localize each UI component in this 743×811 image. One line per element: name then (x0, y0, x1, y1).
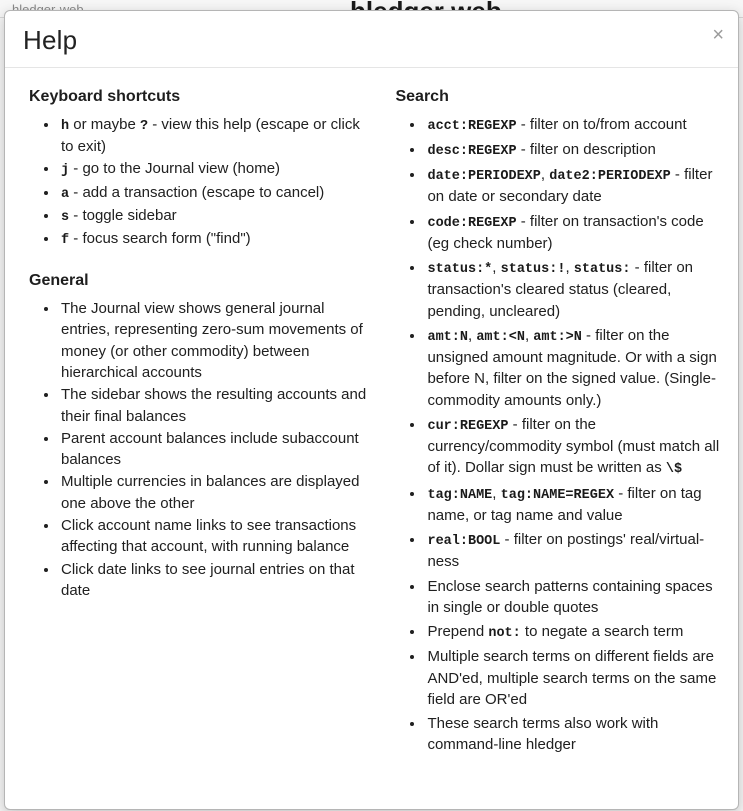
list-item: • tag:NAME, tag:NAME=REGEX - filter on tag name, or tag name and value (425, 483, 724, 526)
inline-code: ? (139, 119, 149, 134)
help-dialog-header (5, 11, 738, 68)
inline-code: tag:NAME (427, 487, 493, 503)
inline-code: a (61, 186, 70, 202)
inline-code: f (61, 232, 70, 248)
inline-code: amt:N (427, 329, 468, 345)
help-list (19, 114, 375, 250)
inline-code: code:REGEXP (427, 215, 517, 231)
inline-code: h (61, 119, 70, 134)
list-item: • acct:REGEXP - filter on to/from account (425, 114, 724, 136)
list-item: • date:PERIODEXP, date2:PERIODEXP - filter on date or secondary date (425, 164, 724, 207)
inline-code: tag:NAME=REGEX (500, 487, 615, 503)
help-list (19, 298, 375, 601)
help-section-heading: Keyboard shortcuts (29, 88, 181, 105)
inline-code: date:PERIODEXP (427, 169, 541, 185)
list-item: • Multiple search terms on different fields are AND'ed, multiple search terms on the same field are OR'ed (425, 646, 724, 710)
list-item: • j - go to the Journal view (home) (59, 158, 375, 180)
close-icon[interactable]: × (712, 24, 724, 46)
list-item: • The sidebar shows the resulting accounts and their final balances (59, 384, 375, 427)
list-item: • real:BOOL - filter on postings' real/virtual-ness (425, 529, 724, 572)
inline-code: date2:PERIODEXP (549, 169, 671, 185)
list-item: • Click account name links to see transactions affecting that account, with running balance (59, 515, 375, 558)
list-item: • desc:REGEXP - filter on description (425, 139, 724, 161)
help-left-column (19, 88, 385, 759)
list-item: • cur:REGEXP - filter on the currency/commodity symbol (must match all of it). Dollar sign must be written as \$ (425, 414, 724, 480)
list-item: • status:*, status:!, status: - filter on transaction's cleared status (cleared, pending, uncleared) (425, 257, 724, 322)
list-item: • amt:N, amt:<N, amt:>N - filter on the unsigned amount magnitude. Or with a sign before N, filter on the signed value. (Single-commodity amounts only.) (425, 325, 724, 411)
list-item: • s - toggle sidebar (59, 205, 375, 227)
inline-code: amt:>N (533, 329, 582, 345)
inline-code: real:BOOL (427, 534, 501, 550)
list-item: • f - focus search form ("find") (59, 228, 375, 250)
list-item: • Enclose search patterns containing spaces in single or double quotes (425, 576, 724, 619)
inline-code: desc:REGEXP (427, 144, 517, 160)
inline-code: amt:<N (476, 329, 525, 345)
help-dialog (4, 10, 739, 810)
help-list (385, 114, 724, 756)
inline-code: s (61, 209, 70, 225)
inline-code: cur:REGEXP (427, 419, 509, 435)
inline-code: acct:REGEXP (427, 119, 517, 134)
help-dialog-title: Help (23, 25, 78, 55)
list-item: • a - add a transaction (escape to cancel) (59, 182, 375, 204)
list-item: • code:REGEXP - filter on transaction's code (eg check number) (425, 211, 724, 254)
inline-code: \$ (665, 462, 683, 478)
inline-code: j (61, 163, 70, 179)
help-right-column (385, 88, 724, 759)
list-item: • h or maybe ? - view this help (escape or click to exit) (59, 114, 375, 157)
inline-code: status:* (427, 262, 493, 278)
inline-code: status:! (500, 262, 566, 278)
inline-code: not: (488, 626, 521, 642)
list-item: • The Journal view shows general journal entries, representing zero-sum movements of money (or other commodity) between hierarchical accounts (59, 298, 375, 383)
list-item: • Parent account balances include subaccount balances (59, 428, 375, 471)
help-section-heading: Search (395, 88, 449, 105)
list-item: • These search terms also work with command-line hledger (425, 713, 724, 756)
list-item: • Click date links to see journal entries on that date (59, 559, 375, 602)
list-item: • Multiple currencies in balances are displayed one above the other (59, 471, 375, 514)
help-dialog-body (5, 68, 738, 759)
help-section-heading: General (29, 272, 89, 290)
list-item: • Prepend not: to negate a search term (425, 621, 724, 643)
inline-code: status: (573, 262, 631, 278)
